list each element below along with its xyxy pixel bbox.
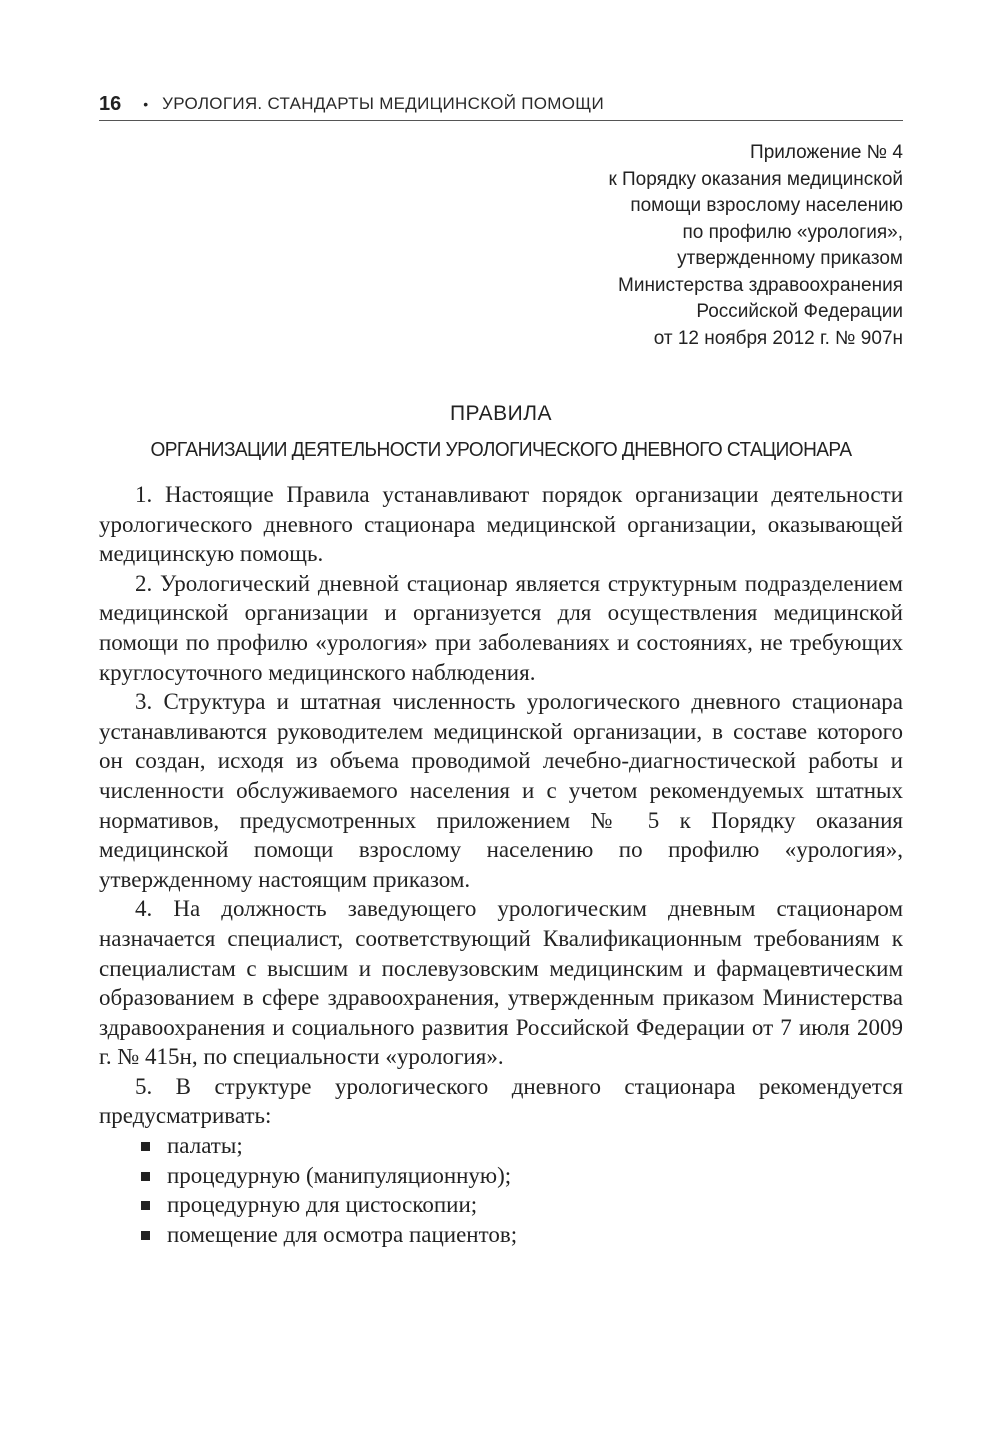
square-bullet-icon xyxy=(141,1142,150,1151)
annex-line: Российской Федерации xyxy=(696,301,903,322)
list-item xyxy=(139,1131,903,1161)
annex-block xyxy=(383,140,903,352)
paragraph-1: 1. Настоящие Правила устанавливают порядок организации деятельности урологического дневного стационара медицинской организации, оказывающей медицинскую помощь. xyxy=(99,482,903,567)
separator-dot: • xyxy=(143,96,149,112)
list-item xyxy=(139,1190,903,1220)
title-line-1: ПРАВИЛА xyxy=(449,402,553,425)
list-item-text: палаты; xyxy=(167,1133,243,1159)
document-title xyxy=(99,396,903,468)
paragraph-2: 2. Урологический дневной стационар является структурным подразделением медицинской организации и организуется для осуществления медицинской помощи по профилю «урология» при заболеваниях и состояниях, не требующих круглосуточного медицинского наблюдения. xyxy=(99,570,903,685)
page-number: 16 xyxy=(99,92,122,115)
annex-line: по профилю «урология», xyxy=(682,221,903,243)
body-text xyxy=(99,480,903,1249)
annex-line: Приложение № 4 xyxy=(750,142,903,163)
list-item-text: процедурную для цистоскопии; xyxy=(167,1192,478,1218)
list-item xyxy=(139,1161,903,1191)
annex-line: от 12 ноября 2012 г. № 907н xyxy=(653,327,903,349)
running-head xyxy=(99,88,903,121)
paragraph-5: 5. В структуре урологического дневного стационара рекомендуется предусматривать: xyxy=(99,1073,903,1129)
list-item xyxy=(139,1220,903,1250)
annex-line: к Порядку оказания медицинской xyxy=(608,168,903,190)
bullet-list xyxy=(99,1131,903,1249)
annex-line: Министерства здравоохранения xyxy=(618,274,903,296)
paragraph-3: 3. Структура и штатная численность урологического дневного стационара устанавливаются руководителем медицинской организации, в составе которого он создан, исходя из объема проводимой лечебно-диагностической работы и численности обслуживаемого населения и с учетом рекомендуемых штатных нормативов, предусмотренных приложением № 5 к Порядку оказания медицинской помощи взрослому населению по профилю «урология», утвержденному настоящим приказом. xyxy=(99,689,903,892)
annex-line: помощи взрослому населению xyxy=(630,195,903,216)
square-bullet-icon xyxy=(141,1172,150,1181)
title-line-2: ОРГАНИЗАЦИИ ДЕЯТЕЛЬНОСТИ УРОЛОГИЧЕСКОГО ДНЕВНОГО СТАЦИОНАРА xyxy=(150,438,852,461)
square-bullet-icon xyxy=(141,1201,150,1210)
paragraph-4: 4. На должность заведующего урологическим дневным стационаром назначается специалист, соответствующий Квалификационным требованиям к специалистам с высшим и послевузовским медицинским и фармацевтическим образованием в сфере здравоохранения, утвержденным приказом Министерства здравоохранения и социального развития Российской Федерации от 7 июля 2009 г. № 415н, по специальности «урология». xyxy=(99,896,903,1070)
annex-line: утвержденному приказом xyxy=(677,248,903,269)
list-item-text: процедурную (манипуляционную); xyxy=(167,1162,512,1188)
square-bullet-icon xyxy=(141,1231,150,1240)
running-title: УРОЛОГИЯ. СТАНДАРТЫ МЕДИЦИНСКОЙ ПОМОЩИ xyxy=(162,94,605,113)
list-item-text: помещение для осмотра пациентов; xyxy=(167,1221,518,1247)
